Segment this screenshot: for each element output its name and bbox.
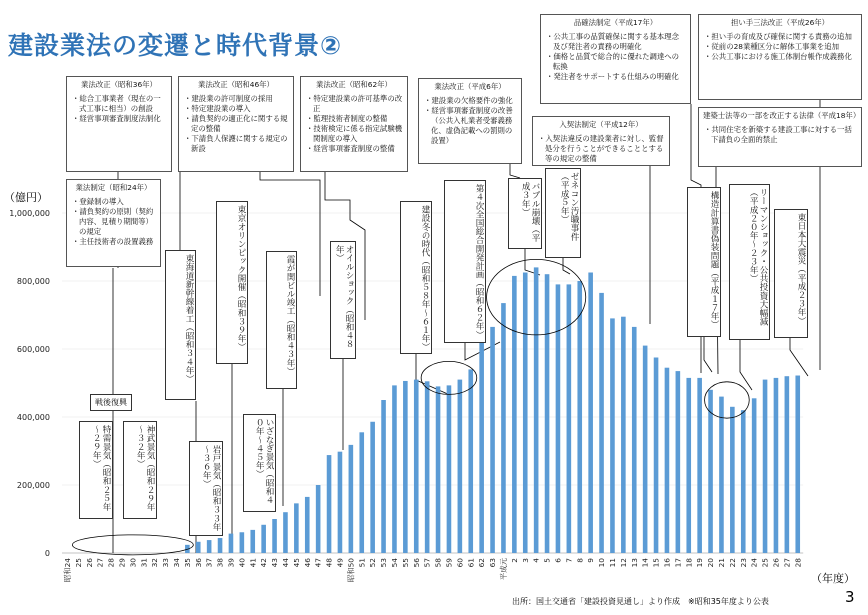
- bar: [632, 327, 637, 553]
- law-box-item: ・ 価格と品質で総合的に優れた調達への転換: [553, 52, 686, 72]
- event-label-zenecon: ゼネコン汚職事件（平成５年）: [545, 168, 581, 258]
- bar: [697, 378, 702, 553]
- event-label-shinsai: 東日本大震災（平成２３年）: [774, 209, 808, 338]
- law-box-item: ・ 経営事項審査制度の改善（公共入札業者受審義務化、虚偽記載への罰則の設置）: [431, 106, 517, 146]
- x-tick-label: 25: [760, 558, 770, 568]
- x-tick-label: 7: [564, 558, 574, 563]
- x-tick-label: 42: [259, 558, 269, 568]
- bar: [381, 400, 386, 553]
- event-label-iwato: 岩戸景気（昭和３３年～３６年）: [189, 441, 223, 536]
- law-box-showa36: [66, 76, 172, 172]
- law-box-title: 入契法制定（平成12年）: [559, 120, 643, 129]
- bar: [621, 317, 626, 553]
- bar: [240, 532, 245, 553]
- law-box-title: 業法改正（昭和36年）: [81, 80, 157, 89]
- x-tick-label: 10: [597, 558, 607, 568]
- law-box-title: 業法改正（昭和46年）: [198, 80, 274, 89]
- x-tick-label: 26: [771, 558, 781, 568]
- law-box-item: ・ 経営事項審査制度の整備: [313, 144, 403, 154]
- x-tick-label: 59: [444, 558, 454, 568]
- x-tick-label: 49: [335, 558, 345, 568]
- y-axis-ticks: [9, 209, 50, 558]
- event-label-oil: オイルショック（昭和４８年）: [330, 241, 356, 359]
- law-box-title: 業法改正（昭和62年）: [316, 80, 392, 89]
- x-tick-label: 35: [182, 558, 192, 568]
- event-label-kasumi: 霞が関ビル竣工（昭和４３年）: [266, 251, 297, 389]
- law-box-item: ・ 請負契約の適正化に関する規定の整備: [191, 114, 289, 134]
- connector-line: [416, 354, 450, 395]
- y-tick-label: 400,000: [16, 413, 50, 422]
- x-tick-label: 14: [640, 558, 650, 568]
- bar: [795, 376, 800, 553]
- bar: [479, 342, 484, 553]
- bar: [599, 293, 604, 553]
- bar: [719, 397, 724, 553]
- x-tick-label: 30: [128, 558, 138, 568]
- law-box-title: 担い手三法改正（平成26年）: [730, 18, 830, 27]
- x-tick-label: 28: [106, 558, 116, 568]
- x-tick-label: 60: [455, 558, 465, 568]
- event-label-olympic: 東京オリンピック開催（昭和３９年）: [216, 201, 248, 364]
- bar: [556, 284, 561, 553]
- x-tick-label: 4: [531, 558, 541, 563]
- bar: [686, 378, 691, 553]
- x-axis-ticks: [63, 557, 802, 582]
- x-tick-label: 44: [281, 558, 291, 568]
- x-tick-label: 43: [270, 558, 280, 568]
- x-tick-label: 27: [95, 558, 105, 568]
- law-box-item: ・ 下請負人保護に関する規定の新設: [191, 134, 289, 154]
- bar: [229, 534, 234, 553]
- law-box-title: 業法改正（平成6年）: [434, 82, 506, 91]
- bar: [676, 371, 681, 553]
- bar: [588, 273, 593, 554]
- x-tick-label: 18: [684, 558, 694, 568]
- event-label-fuyu: 建設冬の時代（昭和５８年～６１年）: [400, 201, 432, 354]
- bar: [523, 273, 528, 554]
- x-tick-label: 36: [193, 558, 203, 568]
- bar: [316, 485, 321, 553]
- x-tick-label: 40: [237, 558, 247, 568]
- event-label-zenso: 第４次全国総合開発計画（昭和６２年）: [444, 180, 486, 343]
- x-tick-label: 15: [651, 558, 661, 568]
- bar: [261, 525, 266, 553]
- event-label-lehman: リーマンショック・公共投資大幅減（平成２０年～２３年）: [729, 184, 770, 340]
- x-tick-label: 31: [139, 558, 149, 568]
- y-tick-label: 200,000: [16, 481, 50, 490]
- y-tick-label: 0: [44, 549, 50, 558]
- x-tick-label: 58: [433, 558, 443, 568]
- x-tick-label: 26: [84, 558, 94, 568]
- bar: [370, 422, 375, 553]
- bar: [610, 318, 615, 553]
- law-box-item: ・ 入契法違反の建設業者に対し、監督処分を行うことができることとする等の規定の整備: [545, 134, 665, 164]
- page-title: 建設業法の変遷と時代背景②: [8, 31, 343, 60]
- x-tick-label: 昭和50: [346, 558, 356, 583]
- x-tick-label: 11: [608, 558, 618, 568]
- bar: [447, 385, 452, 553]
- bar: [730, 407, 735, 553]
- highlight-ellipse: [72, 535, 193, 555]
- x-tick-label: 61: [466, 558, 476, 568]
- bar: [545, 274, 550, 553]
- bar: [294, 503, 299, 553]
- bar: [207, 540, 212, 553]
- x-tick-label: 32: [150, 558, 160, 568]
- y-tick-label: 600,000: [16, 345, 50, 354]
- x-tick-label: 22: [727, 558, 737, 568]
- x-tick-label: 54: [390, 558, 400, 568]
- x-tick-label: 平成元: [499, 558, 509, 581]
- x-tick-label: 21: [717, 558, 727, 568]
- law-box-item: ・ 技術検定に係る指定試験機関制度の導入: [313, 124, 403, 144]
- bar: [534, 267, 539, 553]
- bar: [218, 538, 223, 553]
- x-tick-label: 29: [117, 558, 127, 568]
- law-box-item: ・ 経営事項審査制度法制化: [79, 114, 167, 124]
- x-tick-label: 39: [226, 558, 236, 568]
- x-tick-label: 62: [477, 558, 487, 568]
- x-tick-label: 12: [618, 558, 628, 568]
- law-box-item: ・ 従前の28業種区分に解体工事業を追加: [711, 42, 857, 52]
- x-tick-label: 23: [738, 558, 748, 568]
- law-box-item: ・ 建設業の欠格要件の強化: [431, 96, 517, 106]
- x-axis-label: （年度）: [811, 572, 855, 585]
- bar: [338, 452, 343, 553]
- event-label-tokushu: 特需景気（昭和２５年～２９年）: [79, 421, 113, 519]
- law-box-heisei6: [418, 78, 522, 164]
- x-tick-label: 56: [411, 558, 421, 568]
- x-tick-label: 16: [662, 558, 672, 568]
- bar: [392, 385, 397, 553]
- bar: [349, 445, 354, 553]
- bar: [741, 410, 746, 553]
- x-tick-label: 20: [706, 558, 716, 568]
- x-tick-label: 17: [673, 558, 683, 568]
- bar: [250, 530, 255, 553]
- x-tick-label: 38: [215, 558, 225, 568]
- x-tick-label: 6: [553, 558, 563, 563]
- bar: [708, 390, 713, 553]
- x-tick-label: 46: [302, 558, 312, 568]
- bar: [774, 378, 779, 553]
- y-tick-label: 800,000: [16, 277, 50, 286]
- x-tick-label: 昭和24: [63, 558, 73, 583]
- connector-line: [790, 338, 808, 376]
- law-box-title: 品確法制定（平成17年）: [573, 18, 658, 27]
- law-box-item: ・ 特定建設業の導入: [191, 104, 289, 114]
- event-label-tokaido: 東海道新幹線着工（昭和３４年）: [165, 250, 196, 400]
- x-tick-label: 19: [695, 558, 705, 568]
- x-tick-label: 13: [629, 558, 639, 568]
- bar: [196, 542, 201, 553]
- bar: [468, 369, 473, 553]
- bar: [414, 380, 419, 553]
- law-box-item: ・ 担い手の育成及び確保に関する責務の追加: [711, 32, 857, 42]
- connector-line: [510, 164, 520, 178]
- law-box-item: ・ 総合工事業者（現在の一式工事に相当）の創設: [79, 94, 167, 114]
- x-tick-label: 3: [520, 558, 530, 563]
- law-box-item: ・ 登録制の導入: [79, 197, 156, 207]
- connector-line: [740, 340, 752, 390]
- event-label-izanagi: いざなぎ景気（昭和４０年～４５年）: [243, 414, 276, 512]
- x-tick-label: 51: [357, 558, 367, 568]
- x-tick-label: 37: [204, 558, 214, 568]
- x-tick-label: 41: [248, 558, 258, 568]
- bar: [665, 368, 670, 553]
- law-box-showa62: [300, 76, 408, 172]
- x-tick-label: 34: [172, 558, 182, 568]
- bar: [512, 276, 517, 553]
- x-tick-label: 25: [73, 558, 83, 568]
- x-tick-label: 2: [509, 558, 519, 563]
- event-label-jimmu: 神武景気（昭和２９年～３２年）: [123, 421, 157, 519]
- x-tick-label: 47: [313, 558, 323, 568]
- connector-line: [704, 337, 712, 372]
- x-tick-label: 28: [793, 558, 803, 568]
- law-box-item: ・ 公共工事における施工体制台帳作成義務化: [711, 52, 857, 62]
- event-label-kozo: 構造計算書偽装問題（平成１７年）: [687, 187, 721, 337]
- y-axis-label: （億円）: [4, 191, 48, 204]
- y-tick-label: 1,000,000: [9, 209, 50, 218]
- bar: [327, 455, 332, 553]
- bar: [272, 519, 277, 553]
- event-label-sengo: 戦後復興: [90, 394, 132, 411]
- x-tick-label: 57: [422, 558, 432, 568]
- bar: [283, 512, 288, 553]
- bar: [403, 381, 408, 553]
- bar: [752, 398, 757, 553]
- x-tick-label: 5: [542, 558, 552, 563]
- x-tick-label: 63: [488, 558, 498, 568]
- x-tick-label: 33: [161, 558, 171, 568]
- law-box-item: ・ 共同住宅を新築する建設工事に対する一括下請負の全面的禁止: [711, 125, 857, 145]
- bar: [577, 281, 582, 553]
- law-box-item: ・ 請負契約の原則（契約内容、見積り期間等）の規定: [79, 207, 156, 237]
- law-box-heisei18: [698, 107, 862, 167]
- law-box-title: 建築士法等の一部を改正する法律（平成18年）: [703, 111, 861, 120]
- bar: [763, 380, 768, 553]
- x-tick-label: 52: [368, 558, 378, 568]
- law-box-heisei26: [698, 14, 862, 100]
- bar: [785, 376, 790, 553]
- law-box-item: ・ 建設業の許可制度の採用: [191, 94, 289, 104]
- law-box-showa46: [178, 76, 294, 172]
- law-box-heisei12: [532, 116, 670, 166]
- law-box-item: ・ 特定建設業の許可基準の改正: [313, 94, 403, 114]
- law-box-item: ・ 主任技術者の設置義務: [79, 237, 156, 247]
- source-note: 出所：国土交通省「建設投資見通し」より作成 ※昭和35年度より公表: [512, 597, 769, 606]
- bar: [436, 386, 441, 553]
- bar: [643, 346, 648, 553]
- event-label-bubble: バブル崩壊（平成３年）: [508, 178, 542, 249]
- bar: [305, 497, 310, 553]
- law-box-item: ・ 発注者をサポートする仕組みの明確化: [553, 72, 686, 82]
- x-tick-label: 55: [400, 558, 410, 568]
- page-number: 3: [845, 588, 855, 606]
- bar: [458, 380, 463, 553]
- bar: [501, 303, 506, 553]
- bar: [359, 432, 364, 553]
- bar: [425, 381, 430, 553]
- law-box-showa24: [66, 179, 161, 267]
- x-tick-label: 45: [291, 558, 301, 568]
- x-tick-label: 27: [782, 558, 792, 568]
- law-box-heisei17: [540, 14, 691, 104]
- law-box-item: ・ 監理技術者制度の整備: [313, 114, 403, 124]
- law-box-item: ・ 公共工事の品質確保に関する基本理念及び発注者の責務の明確化: [553, 32, 686, 52]
- x-tick-label: 48: [324, 558, 334, 568]
- bar: [490, 327, 495, 553]
- bar: [654, 358, 659, 554]
- x-tick-label: 53: [379, 558, 389, 568]
- x-tick-label: 8: [575, 558, 585, 563]
- x-tick-label: 9: [586, 558, 596, 563]
- x-tick-label: 24: [749, 558, 759, 568]
- law-box-title: 業法制定（昭和24年）: [75, 183, 152, 192]
